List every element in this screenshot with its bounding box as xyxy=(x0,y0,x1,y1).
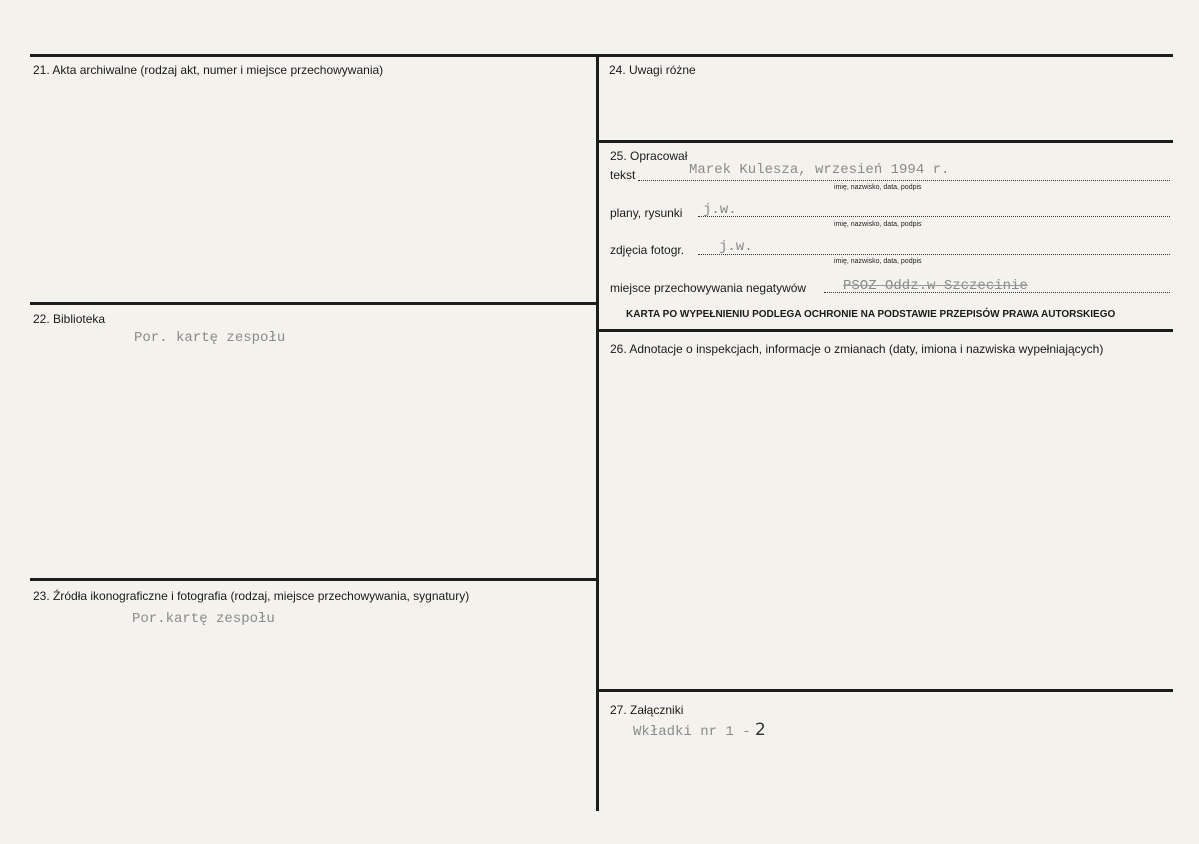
plany-label: plany, rysunki xyxy=(610,206,683,220)
plany-value: j.w. xyxy=(703,202,737,218)
divider-22-23 xyxy=(30,578,598,581)
center-divider xyxy=(596,54,599,811)
section-23-label: 23. Źródła ikonograficzne i fotografia (rodzaj, miejsce przechowywania, sygnatury) xyxy=(33,589,470,603)
copyright-notice: KARTA PO WYPEŁNIENIU PODLEGA OCHRONIE NA PODSTAWIE PRZEPISÓW PRAWA AUTORSKIEGO xyxy=(626,309,1116,320)
tekst-value: Marek Kulesza, wrzesień 1994 r. xyxy=(689,162,950,178)
divider-26-27 xyxy=(598,689,1173,692)
plany-line xyxy=(698,216,1170,217)
zdjecia-line xyxy=(698,254,1170,255)
section-21-label: 21. Akta archiwalne (rodzaj akt, numer i miejsce przechowywania) xyxy=(33,63,384,77)
section-23-value: Por.kartę zespołu xyxy=(132,611,275,627)
divider-21-22 xyxy=(30,302,598,305)
top-rule xyxy=(30,54,1173,57)
negatywy-label: miejsce przechowywania negatywów xyxy=(610,281,807,295)
divider-25-26 xyxy=(598,329,1173,332)
section-22-label: 22. Biblioteka xyxy=(33,312,106,326)
section-22-value: Por. kartę zespołu xyxy=(134,330,286,346)
section-27-value: Wkładki nr 1 - xyxy=(633,724,751,740)
zdjecia-caption: imię, nazwisko, data, podpis xyxy=(834,258,922,265)
section-27-handwritten: 2 xyxy=(755,720,766,740)
section-26-label: 26. Adnotacje o inspekcjach, informacje o zmianach (daty, imiona i nazwiska wypełniających) xyxy=(610,342,1104,356)
section-24-label: 24. Uwagi różne xyxy=(609,63,696,77)
tekst-label: tekst xyxy=(610,168,636,182)
section-25-label: 25. Opracował xyxy=(610,149,688,163)
tekst-line xyxy=(638,180,1170,181)
tekst-caption: imię, nazwisko, data, podpis xyxy=(834,184,922,191)
divider-24-25 xyxy=(598,140,1173,143)
zdjecia-value: j.w. xyxy=(719,239,753,255)
section-27-label: 27. Załączniki xyxy=(610,703,684,717)
zdjecia-label: zdjęcia fotogr. xyxy=(610,243,685,257)
plany-caption: imię, nazwisko, data, podpis xyxy=(834,221,922,228)
negatywy-value: PSOZ Oddz.w Szczecinie xyxy=(843,278,1028,294)
